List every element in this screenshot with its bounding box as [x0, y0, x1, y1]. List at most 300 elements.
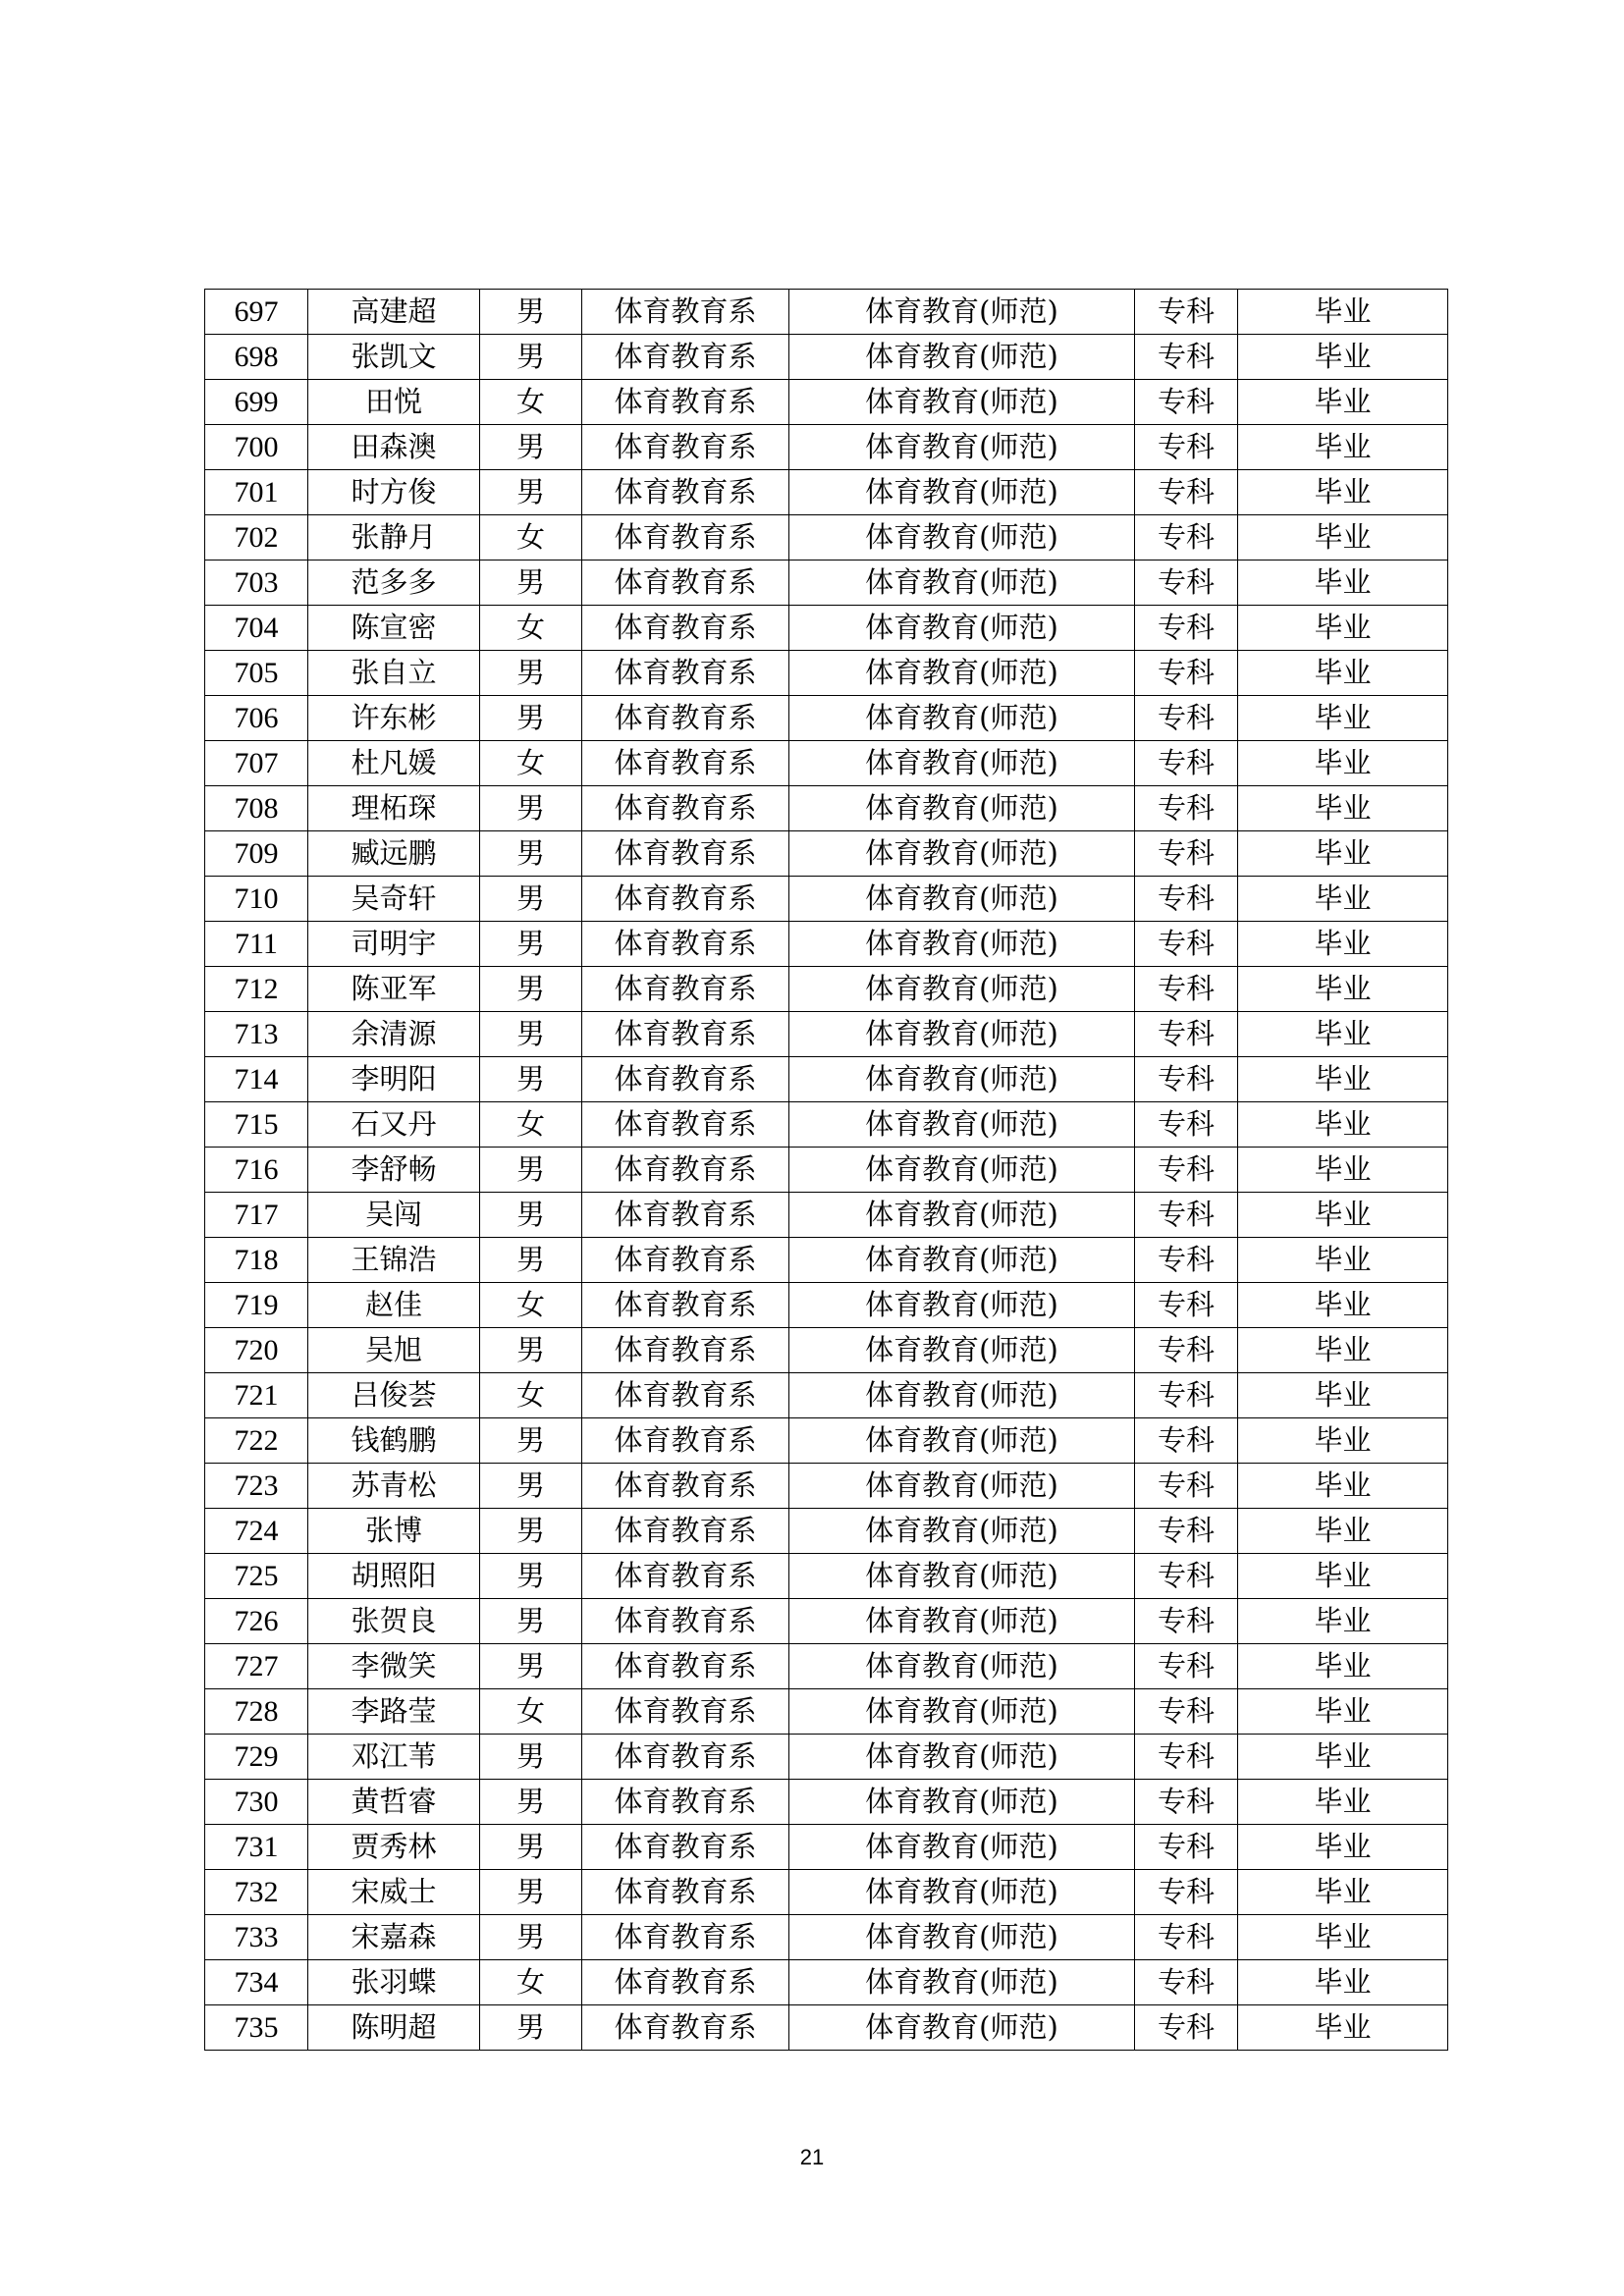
cell-major: 体育教育(师范)	[789, 290, 1135, 335]
cell-level: 专科	[1135, 561, 1238, 606]
cell-number: 731	[205, 1825, 308, 1870]
cell-level: 专科	[1135, 922, 1238, 967]
cell-major: 体育教育(师范)	[789, 470, 1135, 515]
cell-gender: 男	[480, 1825, 582, 1870]
cell-gender: 女	[480, 1102, 582, 1148]
cell-name: 石又丹	[308, 1102, 480, 1148]
cell-number: 722	[205, 1418, 308, 1464]
cell-department: 体育教育系	[582, 1283, 789, 1328]
cell-major: 体育教育(师范)	[789, 696, 1135, 741]
cell-major: 体育教育(师范)	[789, 1057, 1135, 1102]
cell-number: 709	[205, 831, 308, 877]
cell-level: 专科	[1135, 2005, 1238, 2051]
cell-level: 专科	[1135, 1328, 1238, 1373]
table-row	[205, 651, 1448, 696]
cell-gender: 男	[480, 1735, 582, 1780]
cell-major: 体育教育(师范)	[789, 606, 1135, 651]
table-row	[205, 1193, 1448, 1238]
cell-level: 专科	[1135, 290, 1238, 335]
cell-name: 贾秀林	[308, 1825, 480, 1870]
cell-number: 711	[205, 922, 308, 967]
cell-gender: 男	[480, 1644, 582, 1689]
table-row	[205, 335, 1448, 380]
cell-gender: 男	[480, 1418, 582, 1464]
cell-name: 许东彬	[308, 696, 480, 741]
cell-gender: 男	[480, 1012, 582, 1057]
cell-status: 毕业	[1238, 561, 1448, 606]
cell-level: 专科	[1135, 1780, 1238, 1825]
cell-major: 体育教育(师范)	[789, 651, 1135, 696]
cell-name: 宋威士	[308, 1870, 480, 1915]
cell-major: 体育教育(师范)	[789, 1328, 1135, 1373]
cell-major: 体育教育(师范)	[789, 1418, 1135, 1464]
cell-name: 陈亚军	[308, 967, 480, 1012]
cell-gender: 女	[480, 380, 582, 425]
table-row	[205, 515, 1448, 561]
cell-department: 体育教育系	[582, 967, 789, 1012]
cell-number: 701	[205, 470, 308, 515]
cell-name: 范多多	[308, 561, 480, 606]
cell-major: 体育教育(师范)	[789, 1735, 1135, 1780]
cell-name: 田悦	[308, 380, 480, 425]
cell-department: 体育教育系	[582, 470, 789, 515]
cell-number: 698	[205, 335, 308, 380]
cell-status: 毕业	[1238, 606, 1448, 651]
cell-level: 专科	[1135, 831, 1238, 877]
table-row	[205, 1464, 1448, 1509]
cell-department: 体育教育系	[582, 380, 789, 425]
cell-gender: 男	[480, 290, 582, 335]
cell-name: 时方俊	[308, 470, 480, 515]
cell-name: 司明宇	[308, 922, 480, 967]
cell-name: 余清源	[308, 1012, 480, 1057]
cell-gender: 男	[480, 1915, 582, 1960]
table-row	[205, 1102, 1448, 1148]
cell-status: 毕业	[1238, 1735, 1448, 1780]
cell-number: 714	[205, 1057, 308, 1102]
cell-status: 毕业	[1238, 696, 1448, 741]
cell-number: 706	[205, 696, 308, 741]
cell-status: 毕业	[1238, 1644, 1448, 1689]
cell-department: 体育教育系	[582, 335, 789, 380]
cell-major: 体育教育(师范)	[789, 1509, 1135, 1554]
cell-status: 毕业	[1238, 1238, 1448, 1283]
cell-department: 体育教育系	[582, 1870, 789, 1915]
cell-gender: 男	[480, 696, 582, 741]
cell-department: 体育教育系	[582, 1689, 789, 1735]
table-row	[205, 1418, 1448, 1464]
cell-status: 毕业	[1238, 1509, 1448, 1554]
cell-gender: 女	[480, 1960, 582, 2005]
cell-status: 毕业	[1238, 1915, 1448, 1960]
cell-number: 716	[205, 1148, 308, 1193]
cell-level: 专科	[1135, 786, 1238, 831]
cell-level: 专科	[1135, 1012, 1238, 1057]
cell-level: 专科	[1135, 877, 1238, 922]
cell-number: 728	[205, 1689, 308, 1735]
cell-number: 707	[205, 741, 308, 786]
cell-number: 717	[205, 1193, 308, 1238]
cell-department: 体育教育系	[582, 1509, 789, 1554]
cell-number: 697	[205, 290, 308, 335]
table-row	[205, 922, 1448, 967]
cell-name: 张凯文	[308, 335, 480, 380]
cell-major: 体育教育(师范)	[789, 741, 1135, 786]
cell-number: 720	[205, 1328, 308, 1373]
cell-number: 723	[205, 1464, 308, 1509]
cell-gender: 女	[480, 1689, 582, 1735]
cell-major: 体育教育(师范)	[789, 2005, 1135, 2051]
cell-name: 吕俊荟	[308, 1373, 480, 1418]
cell-number: 700	[205, 425, 308, 470]
table-row	[205, 561, 1448, 606]
cell-name: 胡照阳	[308, 1554, 480, 1599]
cell-level: 专科	[1135, 335, 1238, 380]
table-row	[205, 1644, 1448, 1689]
cell-gender: 男	[480, 831, 582, 877]
cell-major: 体育教育(师范)	[789, 1148, 1135, 1193]
cell-status: 毕业	[1238, 877, 1448, 922]
cell-name: 黄哲睿	[308, 1780, 480, 1825]
cell-level: 专科	[1135, 1915, 1238, 1960]
cell-department: 体育教育系	[582, 696, 789, 741]
table-row	[205, 1960, 1448, 2005]
cell-number: 718	[205, 1238, 308, 1283]
cell-major: 体育教育(师范)	[789, 877, 1135, 922]
cell-level: 专科	[1135, 380, 1238, 425]
cell-major: 体育教育(师范)	[789, 1960, 1135, 2005]
cell-status: 毕业	[1238, 1870, 1448, 1915]
cell-department: 体育教育系	[582, 1373, 789, 1418]
cell-level: 专科	[1135, 1870, 1238, 1915]
cell-name: 杜凡媛	[308, 741, 480, 786]
cell-major: 体育教育(师范)	[789, 1238, 1135, 1283]
cell-name: 吴闯	[308, 1193, 480, 1238]
cell-name: 李路莹	[308, 1689, 480, 1735]
cell-major: 体育教育(师范)	[789, 1870, 1135, 1915]
cell-department: 体育教育系	[582, 606, 789, 651]
cell-number: 712	[205, 967, 308, 1012]
cell-major: 体育教育(师范)	[789, 515, 1135, 561]
cell-level: 专科	[1135, 651, 1238, 696]
table-row	[205, 1373, 1448, 1418]
cell-number: 704	[205, 606, 308, 651]
cell-gender: 男	[480, 877, 582, 922]
cell-major: 体育教育(师范)	[789, 1012, 1135, 1057]
cell-name: 苏青松	[308, 1464, 480, 1509]
cell-level: 专科	[1135, 470, 1238, 515]
cell-department: 体育教育系	[582, 1735, 789, 1780]
cell-level: 专科	[1135, 1509, 1238, 1554]
table-row	[205, 1057, 1448, 1102]
cell-number: 710	[205, 877, 308, 922]
cell-status: 毕业	[1238, 831, 1448, 877]
cell-status: 毕业	[1238, 1554, 1448, 1599]
cell-name: 理柘琛	[308, 786, 480, 831]
cell-level: 专科	[1135, 1283, 1238, 1328]
table-row	[205, 696, 1448, 741]
table-row	[205, 877, 1448, 922]
cell-major: 体育教育(师范)	[789, 1599, 1135, 1644]
cell-status: 毕业	[1238, 967, 1448, 1012]
cell-level: 专科	[1135, 1464, 1238, 1509]
cell-status: 毕业	[1238, 425, 1448, 470]
cell-gender: 男	[480, 1193, 582, 1238]
cell-name: 宋嘉森	[308, 1915, 480, 1960]
cell-name: 吴奇轩	[308, 877, 480, 922]
cell-level: 专科	[1135, 696, 1238, 741]
table-row	[205, 1735, 1448, 1780]
cell-status: 毕业	[1238, 1689, 1448, 1735]
cell-gender: 女	[480, 741, 582, 786]
cell-gender: 男	[480, 1328, 582, 1373]
cell-status: 毕业	[1238, 1418, 1448, 1464]
cell-major: 体育教育(师范)	[789, 967, 1135, 1012]
table-row	[205, 1825, 1448, 1870]
cell-gender: 男	[480, 1554, 582, 1599]
table-row	[205, 1012, 1448, 1057]
cell-gender: 男	[480, 561, 582, 606]
cell-level: 专科	[1135, 967, 1238, 1012]
cell-level: 专科	[1135, 425, 1238, 470]
table-row	[205, 1599, 1448, 1644]
cell-name: 吴旭	[308, 1328, 480, 1373]
cell-status: 毕业	[1238, 1283, 1448, 1328]
cell-status: 毕业	[1238, 1057, 1448, 1102]
cell-department: 体育教育系	[582, 1825, 789, 1870]
cell-name: 张自立	[308, 651, 480, 696]
cell-level: 专科	[1135, 741, 1238, 786]
cell-level: 专科	[1135, 1193, 1238, 1238]
page-number: 21	[799, 2145, 825, 2169]
cell-major: 体育教育(师范)	[789, 1825, 1135, 1870]
cell-name: 王锦浩	[308, 1238, 480, 1283]
cell-major: 体育教育(师范)	[789, 335, 1135, 380]
cell-level: 专科	[1135, 1057, 1238, 1102]
cell-name: 赵佳	[308, 1283, 480, 1328]
cell-level: 专科	[1135, 1418, 1238, 1464]
cell-status: 毕业	[1238, 380, 1448, 425]
table-row	[205, 1238, 1448, 1283]
cell-name: 张博	[308, 1509, 480, 1554]
cell-department: 体育教育系	[582, 2005, 789, 2051]
cell-number: 730	[205, 1780, 308, 1825]
cell-gender: 男	[480, 1057, 582, 1102]
cell-level: 专科	[1135, 1960, 1238, 2005]
cell-number: 734	[205, 1960, 308, 2005]
cell-department: 体育教育系	[582, 1057, 789, 1102]
cell-name: 张贺良	[308, 1599, 480, 1644]
cell-number: 708	[205, 786, 308, 831]
cell-gender: 男	[480, 786, 582, 831]
cell-name: 钱鹤鹏	[308, 1418, 480, 1464]
cell-level: 专科	[1135, 1554, 1238, 1599]
cell-level: 专科	[1135, 1373, 1238, 1418]
cell-department: 体育教育系	[582, 1418, 789, 1464]
cell-major: 体育教育(师范)	[789, 1915, 1135, 1960]
cell-name: 高建超	[308, 290, 480, 335]
table-row	[205, 967, 1448, 1012]
cell-department: 体育教育系	[582, 1554, 789, 1599]
cell-gender: 男	[480, 1238, 582, 1283]
cell-status: 毕业	[1238, 1328, 1448, 1373]
cell-department: 体育教育系	[582, 831, 789, 877]
cell-major: 体育教育(师范)	[789, 1102, 1135, 1148]
cell-department: 体育教育系	[582, 1644, 789, 1689]
cell-major: 体育教育(师范)	[789, 1283, 1135, 1328]
cell-number: 727	[205, 1644, 308, 1689]
cell-number: 732	[205, 1870, 308, 1915]
cell-department: 体育教育系	[582, 1238, 789, 1283]
cell-major: 体育教育(师范)	[789, 922, 1135, 967]
table-row	[205, 425, 1448, 470]
cell-level: 专科	[1135, 1148, 1238, 1193]
cell-gender: 男	[480, 1464, 582, 1509]
cell-status: 毕业	[1238, 786, 1448, 831]
table-row	[205, 470, 1448, 515]
cell-number: 725	[205, 1554, 308, 1599]
cell-status: 毕业	[1238, 922, 1448, 967]
cell-number: 703	[205, 561, 308, 606]
cell-status: 毕业	[1238, 515, 1448, 561]
cell-name: 陈宣密	[308, 606, 480, 651]
cell-number: 726	[205, 1599, 308, 1644]
cell-department: 体育教育系	[582, 1328, 789, 1373]
cell-name: 陈明超	[308, 2005, 480, 2051]
cell-major: 体育教育(师范)	[789, 425, 1135, 470]
cell-level: 专科	[1135, 515, 1238, 561]
cell-major: 体育教育(师范)	[789, 561, 1135, 606]
cell-status: 毕业	[1238, 2005, 1448, 2051]
cell-level: 专科	[1135, 606, 1238, 651]
cell-major: 体育教育(师范)	[789, 380, 1135, 425]
cell-gender: 男	[480, 335, 582, 380]
cell-level: 专科	[1135, 1735, 1238, 1780]
cell-name: 田森澳	[308, 425, 480, 470]
cell-gender: 女	[480, 515, 582, 561]
cell-gender: 男	[480, 967, 582, 1012]
cell-number: 721	[205, 1373, 308, 1418]
cell-department: 体育教育系	[582, 786, 789, 831]
graduate-roster-table	[204, 289, 1448, 2051]
table-row	[205, 1689, 1448, 1735]
cell-status: 毕业	[1238, 1373, 1448, 1418]
cell-major: 体育教育(师范)	[789, 1780, 1135, 1825]
cell-status: 毕业	[1238, 741, 1448, 786]
cell-status: 毕业	[1238, 1464, 1448, 1509]
cell-name: 李明阳	[308, 1057, 480, 1102]
cell-level: 专科	[1135, 1644, 1238, 1689]
cell-major: 体育教育(师范)	[789, 1193, 1135, 1238]
cell-department: 体育教育系	[582, 515, 789, 561]
cell-level: 专科	[1135, 1689, 1238, 1735]
cell-major: 体育教育(师范)	[789, 1644, 1135, 1689]
cell-gender: 男	[480, 1509, 582, 1554]
cell-gender: 女	[480, 1283, 582, 1328]
cell-department: 体育教育系	[582, 877, 789, 922]
cell-department: 体育教育系	[582, 1464, 789, 1509]
cell-status: 毕业	[1238, 1012, 1448, 1057]
cell-major: 体育教育(师范)	[789, 831, 1135, 877]
cell-major: 体育教育(师范)	[789, 1689, 1135, 1735]
cell-status: 毕业	[1238, 1599, 1448, 1644]
cell-number: 705	[205, 651, 308, 696]
cell-status: 毕业	[1238, 1780, 1448, 1825]
cell-level: 专科	[1135, 1102, 1238, 1148]
cell-level: 专科	[1135, 1599, 1238, 1644]
table-row	[205, 1915, 1448, 1960]
cell-department: 体育教育系	[582, 1193, 789, 1238]
cell-major: 体育教育(师范)	[789, 1373, 1135, 1418]
cell-gender: 男	[480, 2005, 582, 2051]
cell-level: 专科	[1135, 1238, 1238, 1283]
table-row	[205, 1554, 1448, 1599]
cell-gender: 女	[480, 606, 582, 651]
cell-status: 毕业	[1238, 1102, 1448, 1148]
table-row	[205, 741, 1448, 786]
cell-department: 体育教育系	[582, 1599, 789, 1644]
table-row	[205, 1870, 1448, 1915]
table-row	[205, 1148, 1448, 1193]
table-row	[205, 2005, 1448, 2051]
cell-gender: 男	[480, 470, 582, 515]
cell-number: 735	[205, 2005, 308, 2051]
cell-department: 体育教育系	[582, 1012, 789, 1057]
cell-status: 毕业	[1238, 1960, 1448, 2005]
cell-number: 719	[205, 1283, 308, 1328]
cell-number: 733	[205, 1915, 308, 1960]
cell-gender: 男	[480, 425, 582, 470]
cell-major: 体育教育(师范)	[789, 1554, 1135, 1599]
cell-status: 毕业	[1238, 1825, 1448, 1870]
cell-department: 体育教育系	[582, 741, 789, 786]
cell-number: 699	[205, 380, 308, 425]
table-row	[205, 1328, 1448, 1373]
cell-major: 体育教育(师范)	[789, 786, 1135, 831]
table-row	[205, 380, 1448, 425]
cell-status: 毕业	[1238, 1148, 1448, 1193]
cell-gender: 男	[480, 1599, 582, 1644]
cell-department: 体育教育系	[582, 651, 789, 696]
cell-gender: 女	[480, 1373, 582, 1418]
cell-status: 毕业	[1238, 290, 1448, 335]
cell-department: 体育教育系	[582, 561, 789, 606]
table-row	[205, 1283, 1448, 1328]
cell-gender: 男	[480, 1148, 582, 1193]
table-row	[205, 290, 1448, 335]
cell-number: 724	[205, 1509, 308, 1554]
cell-gender: 男	[480, 651, 582, 696]
cell-gender: 男	[480, 922, 582, 967]
cell-level: 专科	[1135, 1825, 1238, 1870]
cell-number: 713	[205, 1012, 308, 1057]
cell-name: 张静月	[308, 515, 480, 561]
cell-name: 李微笑	[308, 1644, 480, 1689]
cell-department: 体育教育系	[582, 1780, 789, 1825]
cell-number: 715	[205, 1102, 308, 1148]
cell-number: 702	[205, 515, 308, 561]
cell-number: 729	[205, 1735, 308, 1780]
cell-name: 张羽蝶	[308, 1960, 480, 2005]
cell-name: 李舒畅	[308, 1148, 480, 1193]
cell-department: 体育教育系	[582, 1148, 789, 1193]
cell-department: 体育教育系	[582, 290, 789, 335]
cell-status: 毕业	[1238, 335, 1448, 380]
table-row	[205, 831, 1448, 877]
cell-major: 体育教育(师范)	[789, 1464, 1135, 1509]
cell-department: 体育教育系	[582, 1915, 789, 1960]
table-row	[205, 606, 1448, 651]
